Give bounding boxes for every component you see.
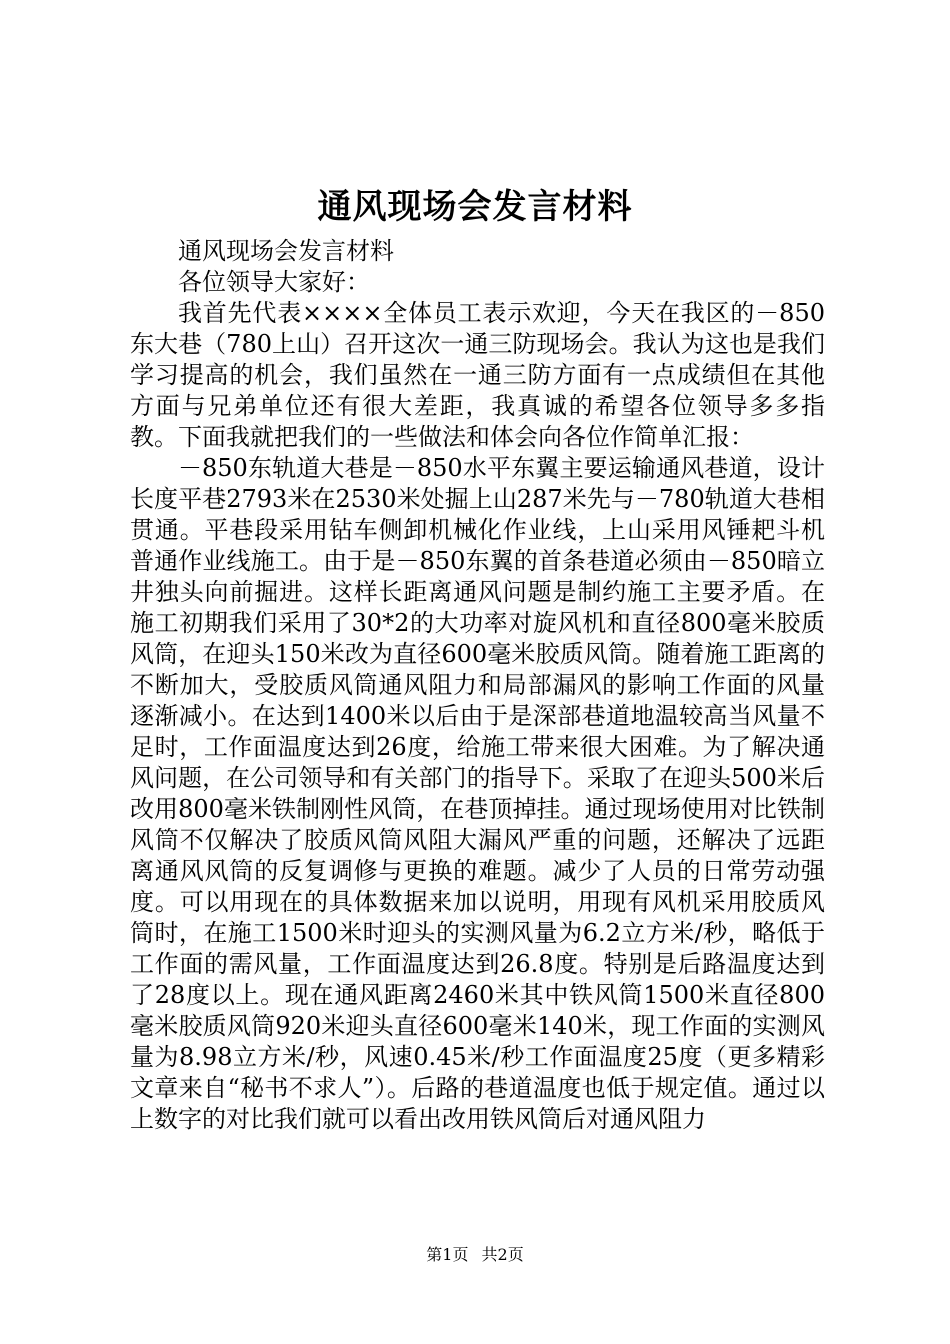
document-body (130, 236, 825, 1135)
page-total: 共2页 (481, 1245, 524, 1264)
page-footer (0, 1244, 950, 1266)
body-paragraph: 通风现场会发言材料 (178, 237, 394, 265)
body-paragraph: 我首先代表××××全体员工表示欢迎，今天在我区的－850东大巷（780上山）召开这次一通三防现场会。我认为这也是我们学习提高的机会，我们虽然在一通三防方面有一点成绩但在其他方面与兄弟单位还有很大差距，我真诚的希望各位领导多多指教。下面我就把我们的一些做法和体会向各位作简单汇报： (130, 299, 825, 451)
document-title: 通风现场会发言材料 (317, 187, 633, 227)
page-number: 第1页 (426, 1245, 469, 1264)
body-paragraph: 各位领导大家好： (178, 268, 370, 296)
body-paragraph: －850东轨道大巷是－850水平东翼主要运输通风巷道，设计长度平巷2793米在2530米处掘上山287米先与－780轨道大巷相贯通。平巷段采用钻车侧卸机械化作业线，上山采用风锤耙斗机普通作业线施工。由于是－850东翼的首条巷道必须由－850暗立井独头向前掘进。这样长距离通风问题是制约施工主要矛盾。在施工初期我们采用了30*2的大功率对旋风机和直径800毫米胶质风筒，在迎头150米改为直径600毫米胶质风筒。随着施工距离的不断加大，受胶质风筒通风阻力和局部漏风的影响工作面的风量逐渐减小。在达到1400米以后由于是深部巷道地温较高当风量不足时，工作面温度达到26度，给施工带来很大困难。为了解决通风问题，在公司领导和有关部门的指导下。采取了在迎头500米后改用800毫米铁制刚性风筒，在巷顶掉挂。通过现场使用对比铁制风筒不仅解决了胶质风筒风阻大漏风严重的问题，还解决了远距离通风风筒的反复调修与更换的难题。减少了人员的日常劳动强度。可以用现在的具体数据来加以说明，用现有风机采用胶质风筒时，在施工1500米时迎头的实测风量为6.2立方米/秒，略低于工作面的需风量，工作面温度达到26.8度。特别是后路温度达到了28度以上。现在通风距离2460米其中铁风筒1500米直径800毫米胶质风筒920米迎头直径600毫米140米，现工作面的实测风量为8.98立方米/秒，风速0.45米/秒工作面温度25度（更多精彩文章来自“秘书不求人”）。后路的巷道温度也低于规定值。通过以上数字的对比我们就可以看出改用铁风筒后对通风阻力 (130, 454, 825, 1133)
